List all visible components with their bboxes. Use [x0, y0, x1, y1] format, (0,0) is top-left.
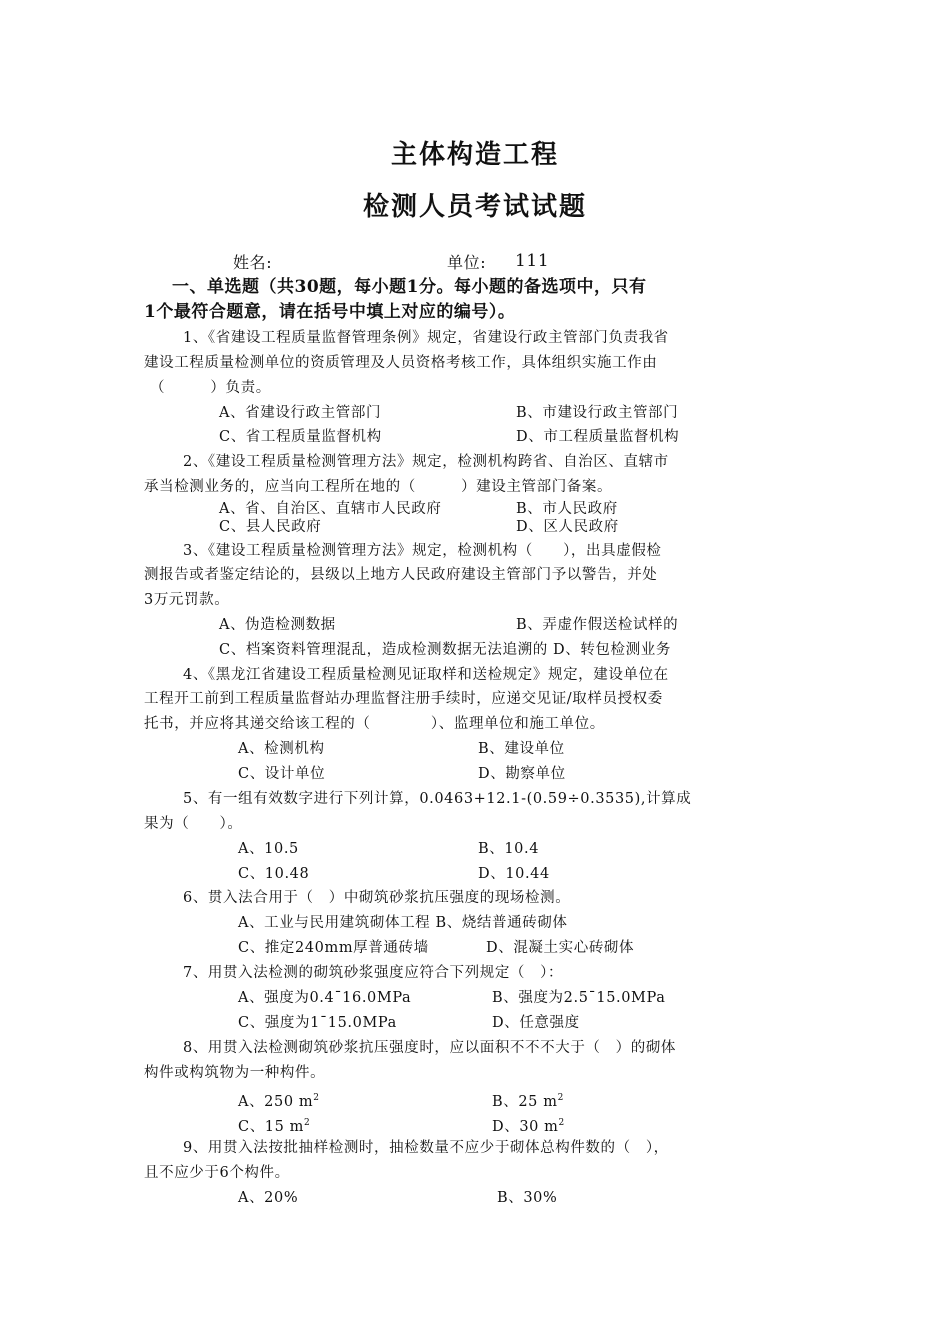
- q4-line1: 4、《黑龙江省建设工程质量检测见证取样和送检规定》规定，建设单位在: [183, 667, 669, 683]
- q7-option-c: C、强度为1¯15.0MPa: [238, 1015, 397, 1031]
- q3-line3: 3万元罚款。: [144, 592, 230, 608]
- unit-value: 111: [515, 251, 550, 271]
- q3-option-a: A、伪造检测数据: [219, 617, 336, 633]
- q5-option-c: C、10.48: [238, 866, 310, 882]
- q4-option-d: D、勘察单位: [478, 766, 566, 782]
- q4-option-a: A、检测机构: [238, 741, 325, 757]
- q1-line2: 建设工程质量检测单位的资质管理及人员资格考核工作，具体组织实施工作由: [144, 355, 658, 371]
- q7-line1: 7、用贯入法检测的砌筑砂浆强度应符合下列规定（ ）：: [183, 965, 564, 981]
- doc-title-line2: 检测人员考试试题: [362, 192, 587, 222]
- q3-line2: 测报告或者鉴定结论的，县级以上地方人民政府建设主管部门予以警告，并处: [144, 567, 658, 583]
- q1-option-d: D、市工程质量监督机构: [516, 429, 680, 445]
- unit-label: 单位:: [447, 253, 487, 272]
- q4-line3: 托书，并应将其递交给该工程的（ ）、监理单位和施工单位。: [144, 716, 605, 732]
- q8-option-c: C、15 $m^2$: [238, 1118, 311, 1135]
- section-heading-line1: 一、单选题（共30题，每小题1分。每小题的备选项中，只有: [172, 277, 647, 297]
- q2-option-c: C、县人民政府: [219, 519, 322, 535]
- q9-line2: 且不应少于6个构件。: [144, 1165, 290, 1181]
- q5-line2: 果为（ ）。: [144, 816, 243, 832]
- q9-option-a: A、20%: [238, 1190, 299, 1206]
- doc-title-line1: 主体构造工程: [390, 140, 559, 170]
- q4-option-b: B、建设单位: [478, 741, 565, 757]
- q8-line1: 8、用贯入法检测砌筑砂浆抗压强度时，应以面积不不不大于（ ）的砌体: [183, 1040, 677, 1056]
- q6-option-ab: A、工业与民用建筑砌体工程 B、烧结普通砖砌体: [238, 915, 568, 931]
- q4-option-c: C、设计单位: [238, 766, 326, 782]
- q2-option-b: B、市人民政府: [516, 501, 618, 517]
- q6-option-d: D、混凝土实心砖砌体: [486, 940, 635, 956]
- name-label: 姓名:: [233, 253, 273, 272]
- q4-line2: 工程开工前到工程质量监督站办理监督注册手续时，应递交见证/取样员授权委: [144, 691, 663, 707]
- q3-line1: 3、《建设工程质量检测管理方法》规定，检测机构（ ），出具虚假检: [183, 543, 662, 559]
- section-heading-line2: 1个最符合题意，请在括号中填上对应的编号）。: [144, 302, 516, 322]
- q1-line3: （ ）负责。: [150, 380, 271, 396]
- q5-option-a: A、10.5: [238, 841, 299, 857]
- q2-line1: 2、《建设工程质量检测管理方法》规定，检测机构跨省、自治区、直辖市: [183, 454, 669, 470]
- q7-option-b: B、强度为2.5¯15.0MPa: [492, 990, 666, 1006]
- q2-option-d: D、区人民政府: [516, 519, 619, 535]
- q8-option-a: A、250 $m^2$: [238, 1093, 320, 1110]
- q9-option-b: B、30%: [497, 1190, 558, 1206]
- q7-option-a: A、强度为0.4¯16.0MPa: [238, 990, 412, 1006]
- q2-option-a: A、省、自治区、直辖市人民政府: [219, 501, 442, 517]
- q1-option-c: C、省工程质量监督机构: [219, 429, 382, 445]
- q2-line2: 承当检测业务的，应当向工程所在地的（ ）建设主管部门备案。: [144, 479, 613, 495]
- q6-line1: 6、贯入法合用于（ ）中砌筑砂浆抗压强度的现场检测。: [183, 890, 571, 906]
- q5-line1: 5、有一组有效数字进行下列计算，0.0463+12.1-(0.59÷0.3535),计算成: [183, 791, 692, 807]
- q9-line1: 9、用贯入法按批抽样检测时，抽检数量不应少于砌体总构件数的（ ），: [183, 1140, 669, 1156]
- q5-option-d: D、10.44: [478, 866, 550, 882]
- q6-option-c: C、推定240mm厚普通砖墙: [238, 940, 429, 956]
- q5-option-b: B、10.4: [478, 841, 540, 857]
- q8-option-b: B、25 $m^2$: [492, 1093, 564, 1110]
- q8-option-d: D、30 $m^2$: [492, 1118, 565, 1135]
- q1-option-a: A、省建设行政主管部门: [219, 405, 382, 421]
- q3-option-cd: C、档案资料管理混乱，造成检测数据无法追溯的 D、转包检测业务: [219, 642, 671, 658]
- q1-option-b: B、市建设行政主管部门: [516, 405, 679, 421]
- q1-line1: 1、《省建设工程质量监督管理条例》规定，省建设行政主管部门负责我省: [183, 330, 669, 346]
- q7-option-d: D、任意强度: [492, 1015, 580, 1031]
- q3-option-b: B、弄虚作假送检试样的: [516, 617, 679, 633]
- q8-line2: 构件或构筑物为一种构件。: [144, 1065, 326, 1081]
